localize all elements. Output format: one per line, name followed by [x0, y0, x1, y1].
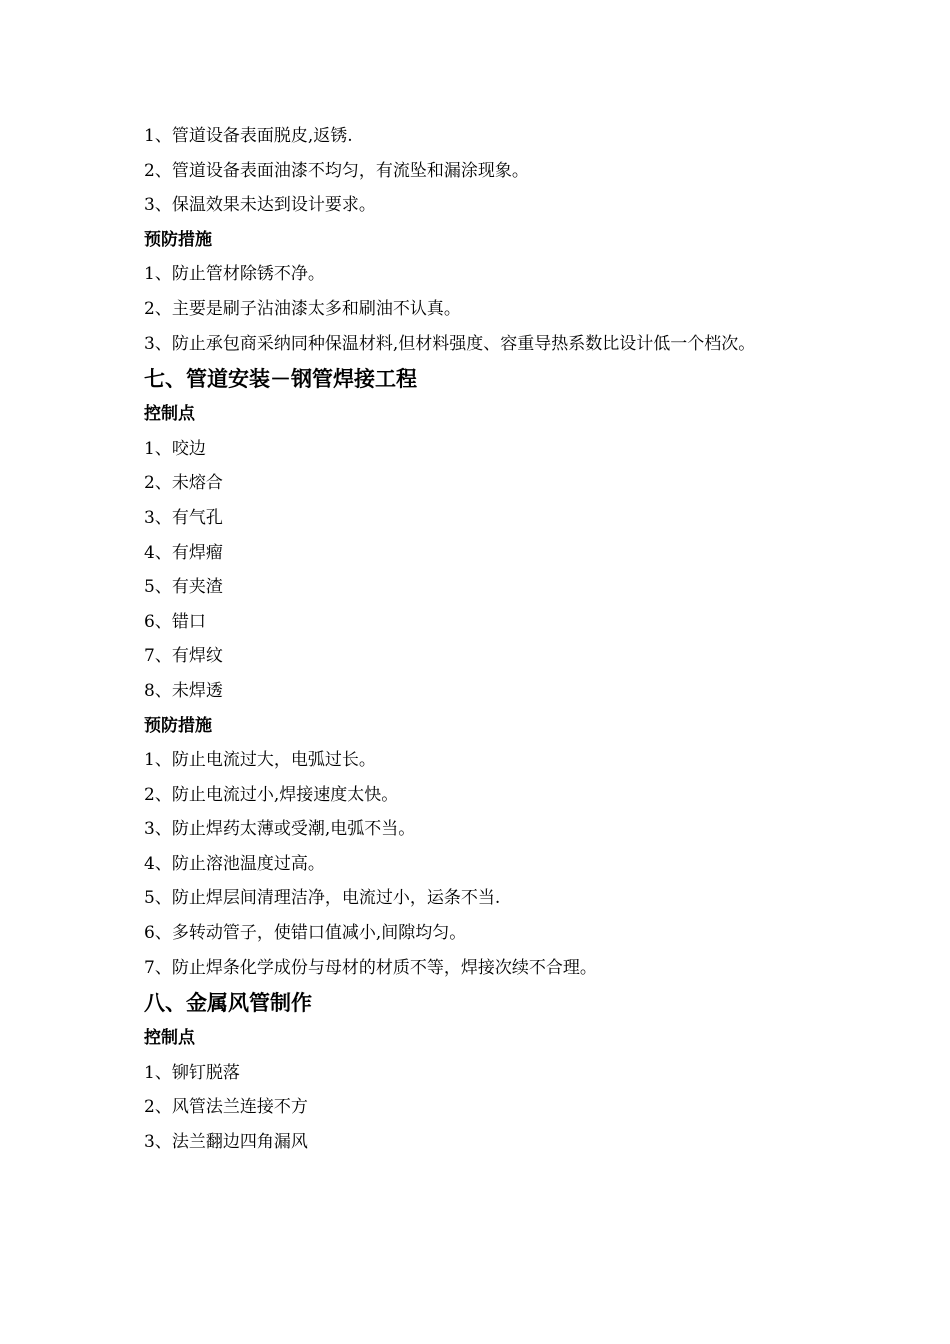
- list-item: 2、管道设备表面油漆不均匀，有流坠和漏涂现象。: [144, 160, 529, 181]
- list-item: 3、防止承包商采纳同种保温材料,但材料强度、容重导热系数比设计低一个档次。: [144, 333, 756, 354]
- list-item: 5、有夹渣: [144, 577, 223, 598]
- section-title: 八、金属风管制作: [144, 991, 312, 1016]
- list-item: 2、风管法兰连接不方: [144, 1097, 308, 1118]
- list-item: 7、有焊纹: [144, 646, 223, 667]
- list-item: 2、防止电流过小,焊接速度太快。: [144, 784, 399, 805]
- list-item: 1、咬边: [144, 438, 206, 459]
- prevention-heading: 预防措施: [144, 715, 212, 736]
- prevention-heading: 预防措施: [144, 229, 212, 250]
- list-item: 3、有气孔: [144, 507, 223, 528]
- list-item: 3、防止焊药太薄或受潮,电弧不当。: [144, 819, 416, 840]
- list-item: 3、保温效果未达到设计要求。: [144, 195, 376, 216]
- list-item: 6、错口: [144, 611, 206, 632]
- document-page: [144, 119, 824, 1160]
- list-item: 7、防止焊条化学成份与母材的材质不等，焊接次续不合理。: [144, 957, 597, 978]
- list-item: 1、防止管材除锈不净。: [144, 264, 325, 285]
- list-item: 5、防止焊层间清理洁净，电流过小，运条不当.: [144, 888, 501, 909]
- list-item: 1、管道设备表面脱皮,返锈.: [144, 126, 353, 146]
- list-item: 3、法兰翻边四角漏风: [144, 1132, 308, 1153]
- list-item: 2、未熔合: [144, 473, 223, 494]
- section-title: 七、管道安装－钢管焊接工程: [144, 367, 417, 392]
- list-item: 1、防止电流过大，电弧过长。: [144, 750, 376, 771]
- control-heading: 控制点: [144, 404, 195, 425]
- list-item: 4、有焊瘤: [144, 542, 223, 563]
- control-heading: 控制点: [144, 1028, 195, 1049]
- list-item: 4、防止溶池温度过高。: [144, 853, 325, 874]
- list-item: 2、主要是刷子沾油漆太多和刷油不认真。: [144, 298, 461, 319]
- list-item: 6、多转动管子，使错口值减小,间隙均匀。: [144, 923, 467, 944]
- list-item: 1、铆钉脱落: [144, 1062, 240, 1083]
- list-item: 8、未焊透: [144, 680, 223, 701]
